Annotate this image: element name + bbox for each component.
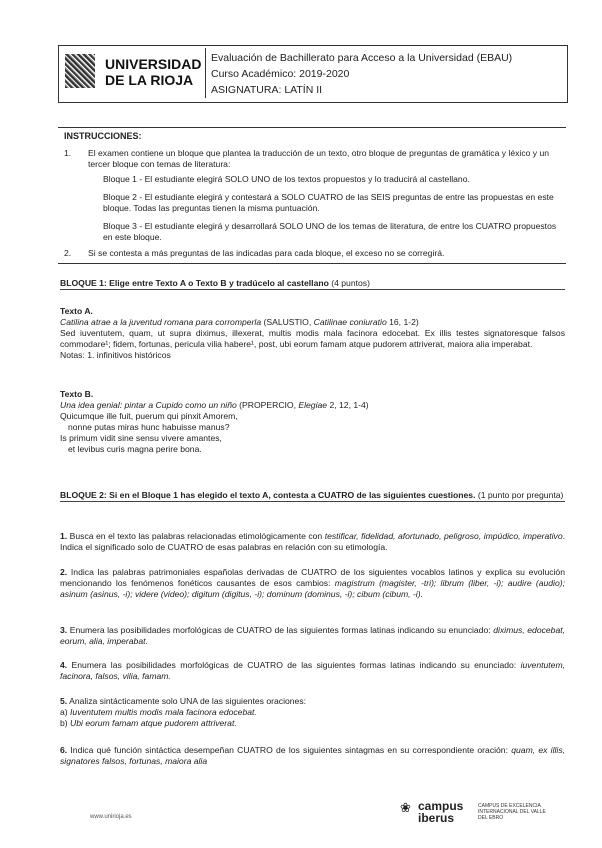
sentence-a: Iuventutem multis modis mala facinora edocebat. [70,707,257,717]
question-text: Analiza sintácticamente solo UNA de las siguientes oraciones: [67,696,307,706]
texto-b [60,389,565,455]
source-ref: 16, 1-2) [386,317,419,327]
texto-a-notes: Notas: 1. infinitivos históricos [60,350,171,360]
university-name-line1: UNIVERSIDAD [105,56,202,72]
texto-a-body: Sed iuventutem, quam, ut supra diximus, illexerat, multis modis mala facinora edocebat. Ex illis testes signatoresque falsos commodare¹; fidem, fortunas, pericula vilia habere¹, post, ubi eorum famam atque pudorem attriverat, maiora alia imperabat. [60,328,565,349]
question-words: iuventutem, facinora, falsos, vilia, famam. [60,660,565,681]
question-number: 4. [60,660,68,670]
campus-logo-icon: ❀ [400,800,411,815]
course-year: Curso Académico: 2019-2020 [211,68,350,80]
verse-line: Is primum vidit sine sensu vivere amantes, [60,433,222,443]
question-text: . Indica el significado solo de CUATRO de esas palabras en relación con su etimología. [60,531,565,552]
university-logo-icon [65,54,95,88]
bloque1-heading [60,278,565,290]
texto-b-subtitle: Una idea genial: pintar a Cupido como un niño [60,400,237,410]
verse-line: nonne putas miras hunc habuisse manus? [68,422,230,432]
source-work: Elegiae [298,400,328,410]
texto-a-source [60,317,565,328]
verse-line: et levibus curis magna perire bona. [68,444,202,454]
source-author: (PROPERCIO, [236,400,299,410]
question-text: Busca en el texto las palabras relacionadas etimológicamente con [67,531,325,541]
sentence-b: Ubi eorum famam atque pudorem attriverat. [70,718,237,728]
header-info [211,50,512,98]
question-number: 5. [60,696,68,706]
exam-title: Evaluación de Bachillerato para Acceso a la Universidad (EBAU) [211,52,513,64]
subject: ASIGNATURA: LATÍN II [211,84,323,96]
source-ref: 2, 12, 1-4) [327,400,369,410]
footer-website: www.unirioja.es [90,814,132,820]
question-text: Enumera las posibilidades morfológicas de CUATRO de las siguientes formas latinas indicando su enunciado: [67,660,521,670]
question-number: 1. [60,531,68,541]
instruction-text: El examen contiene un bloque que plantea la traducción de un texto, otro bloque de preguntas de gramática y léxico y un tercer bloque con temas de literatura: [88,148,550,169]
question-number: 2. [60,567,68,577]
question-text: Indica qué función sintáctica desempeñan CUATRO de los siguientes sintagmas en su correspondiente oración: [67,745,512,755]
instruction-number: 1. [64,148,72,158]
instruction-text: Si se contesta a más preguntas de las indicadas para cada bloque, el exceso no se corregirá. [88,248,445,258]
texto-a [60,306,565,361]
instruction-block-3: Bloque 3 - El estudiante elegirá y desarrollará SOLO UNO de los temas de literatura, de entre los CUATRO propuestos en este bloque. [103,221,557,242]
texto-b-title: Texto B. [60,389,94,399]
question-words: quam, ex illis, signatores falsos, fortunas, maiora alia [60,745,566,766]
bloque2-heading [60,490,565,502]
points: (1 punto por pregunta) [475,490,564,500]
option-label: a) [60,707,71,717]
question-text: Enumera las posibilidades morfológicas de CUATRO de las siguientes formas latinas indicando su enunciado: [67,625,494,635]
university-name [105,56,201,88]
header-divider [205,48,206,98]
question-5 [60,696,565,729]
source-author: (SALUSTIO, [261,317,314,327]
texto-a-subtitle: Catilina atrae a la juventud romana para corromperla [60,317,262,327]
question-6 [60,745,565,767]
question-words: testificar, fidelidad, afortunado, peligroso, impúdico, imperativo [324,531,563,541]
texto-a-title: Texto A. [60,306,93,316]
heading-text: BLOQUE 1: Elige entre Texto A o Texto B y tradúcelo al castellano [60,278,329,288]
instruction-number: 2. [64,248,72,258]
exam-header [58,45,568,103]
question-text: Indica las palabras patrimoniales españolas derivadas de CUATRO de los siguientes vocablos latinos y explica su evolución mencionando los fenómenos fonéticos causantes de esos cambios: [60,567,565,588]
question-1 [60,531,565,553]
question-3 [60,625,565,647]
instructions-title: INSTRUCCIONES: [64,131,142,141]
university-name-line2: DE LA RIOJA [105,72,194,88]
question-number: 3. [60,625,68,635]
instruction-block-1: Bloque 1 - El estudiante elegirá SOLO UNO de los textos propuestos y lo traducirá al castellano. [103,174,470,184]
campus-word: campus [418,799,464,813]
campus-tagline: CAMPUS DE EXCELENCIA INTERNACIONAL DEL VALLE DEL EBRO [478,803,546,821]
texto-b-source [60,400,565,411]
question-words: diximus, edocebat, eorum, alia, imperabat. [60,625,566,646]
option-label: b) [60,718,71,728]
question-number: 6. [60,745,68,755]
question-4 [60,660,565,682]
verse-line: Quicumque ille fuit, puerum qui pinxit Amorem, [60,411,238,421]
question-words: magistrum (magister, -tri); librum (liber, -i); audire (audio); asinum (asinus, -i); videre (video); digitum (digitus, -i); dominum (dominus, -i); cibum (cibum, -i). [60,578,565,599]
instructions-box [58,127,566,264]
instruction-block-2: Bloque 2 - El estudiante elegirá y contestará a SOLO CUATRO de las SEIS preguntas de entre las propuestas en este bloque. Todas las preguntas tienen la misma puntuación. [103,192,554,213]
heading-text: BLOQUE 2: Si en el Bloque 1 has elegido el texto A, contesta a CUATRO de las siguientes cuestiones. [60,490,476,500]
points: (4 puntos) [328,278,370,288]
source-work: Catilinae coniuratio [313,317,387,327]
iberus-word: iberus [418,811,455,825]
question-2 [60,567,565,600]
